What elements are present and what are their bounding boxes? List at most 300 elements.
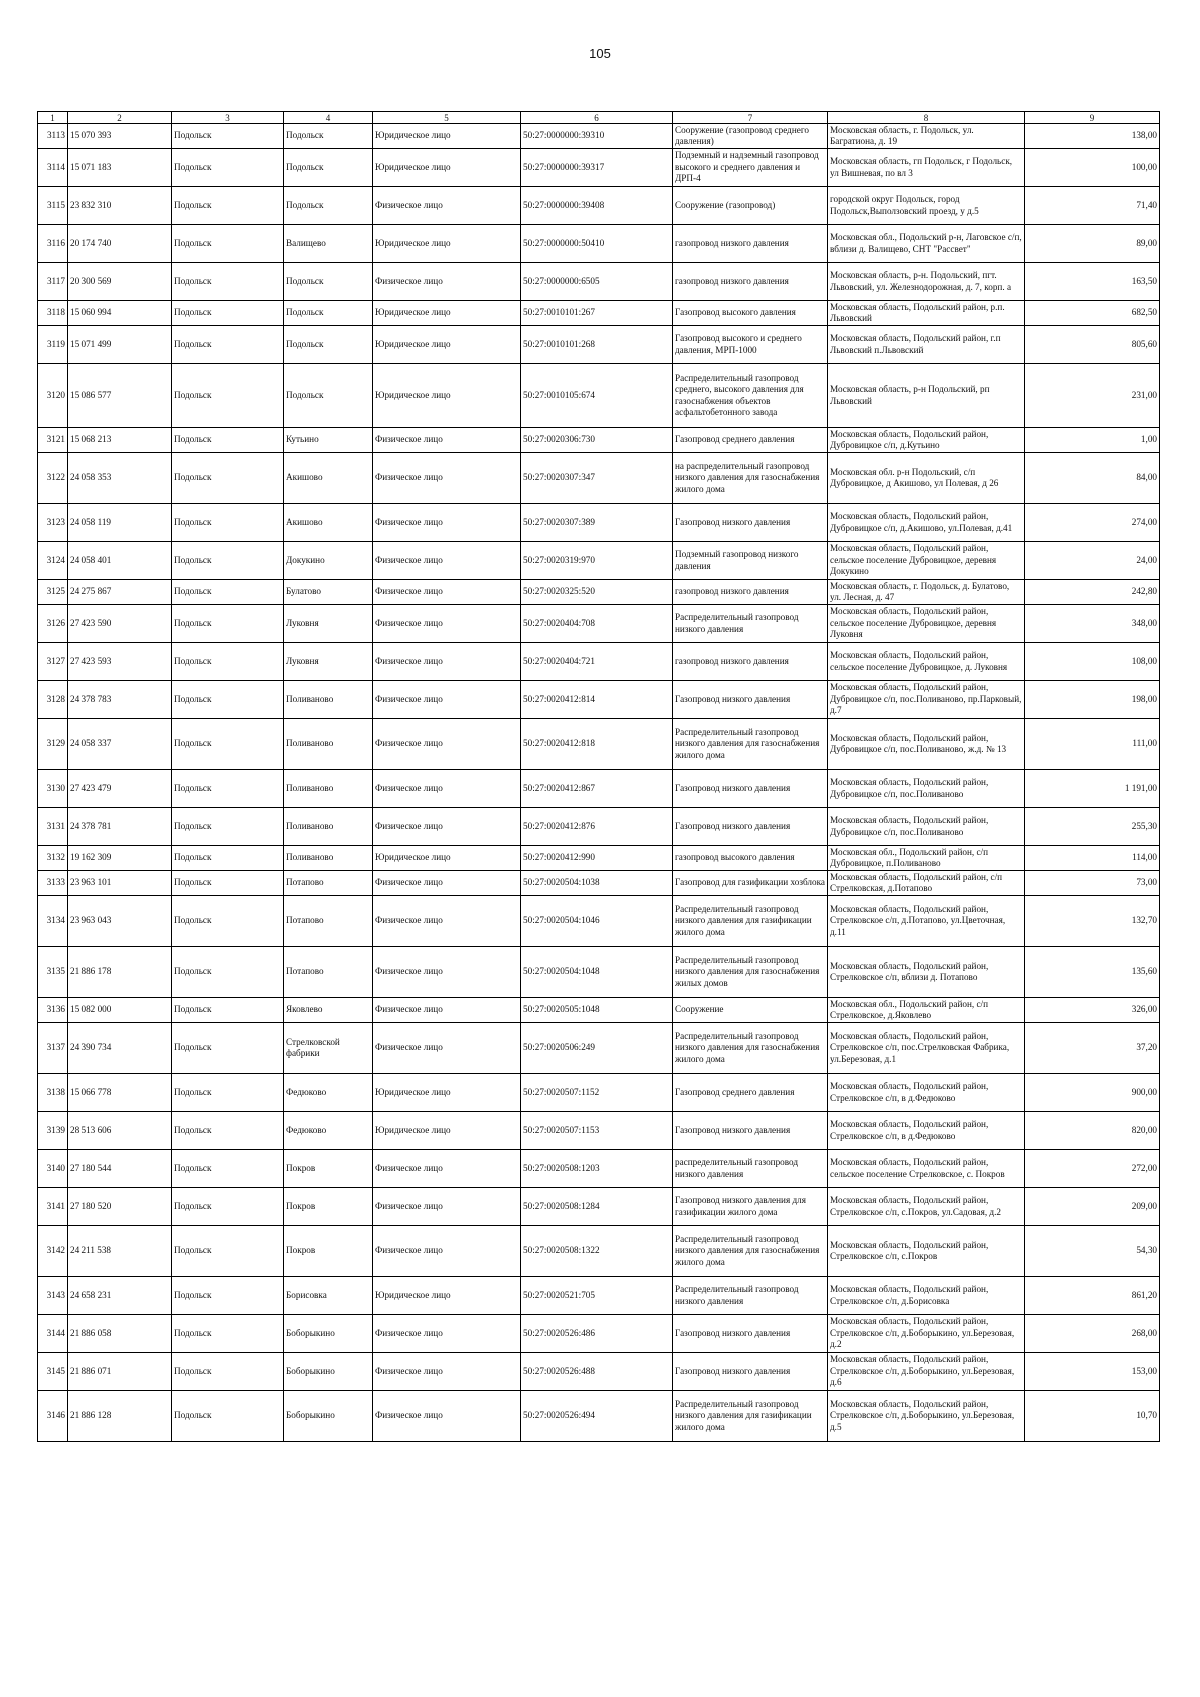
- length-cell: 54,30: [1025, 1226, 1160, 1277]
- address-cell: Московская область, гп Подольск, г Подольск, ул Вишневая, по вл 3: [828, 149, 1025, 187]
- table-row: [38, 301, 1160, 326]
- owner-type-cell: Юридическое лицо: [373, 1277, 521, 1315]
- table-row: [38, 149, 1160, 187]
- table-row: [38, 846, 1160, 871]
- cadastral-number-cell: 50:27:0020507:1153: [521, 1112, 673, 1150]
- owner-type-cell: Физическое лицо: [373, 1315, 521, 1353]
- cadastral-number-cell: 50:27:0020526:488: [521, 1353, 673, 1391]
- owner-type-cell: Физическое лицо: [373, 947, 521, 998]
- locality-cell: Стрелковской фабрики: [284, 1023, 373, 1074]
- object-name-cell: Распределительный газопровод низкого давления для газоснабжения жилого дома: [673, 719, 828, 770]
- table-row: [38, 998, 1160, 1023]
- locality-cell: Покров: [284, 1188, 373, 1226]
- table-row: [38, 681, 1160, 719]
- address-cell: Московская область, Подольский район, Стрелковское с/п, вблизи д. Потапово: [828, 947, 1025, 998]
- table-row: [38, 770, 1160, 808]
- locality-cell: Подольск: [284, 364, 373, 428]
- row-number-cell: 3118: [38, 301, 68, 326]
- row-number-cell: 3141: [38, 1188, 68, 1226]
- owner-type-cell: Физическое лицо: [373, 808, 521, 846]
- length-cell: 163,50: [1025, 263, 1160, 301]
- column-header: 2: [68, 112, 172, 124]
- object-name-cell: Газопровод низкого давления: [673, 1353, 828, 1391]
- cadastral-number-cell: 50:27:0010105:674: [521, 364, 673, 428]
- owner-type-cell: Юридическое лицо: [373, 225, 521, 263]
- object-name-cell: Газопровод низкого давления для газификации жилого дома: [673, 1188, 828, 1226]
- column-header: 8: [828, 112, 1025, 124]
- city-cell: Подольск: [172, 947, 284, 998]
- cadastral-number-cell: 50:27:0020508:1284: [521, 1188, 673, 1226]
- object-name-cell: Газопровод высокого и среднего давления, МРП-1000: [673, 326, 828, 364]
- cadastral-number-cell: 50:27:0020307:389: [521, 504, 673, 542]
- length-cell: 326,00: [1025, 998, 1160, 1023]
- address-cell: Московская область, Подольский район, Дубровицкое с/п, д.Кутьино: [828, 428, 1025, 453]
- object-name-cell: Газопровод низкого давления: [673, 1112, 828, 1150]
- table-row: [38, 947, 1160, 998]
- table-row: [38, 263, 1160, 301]
- cadastral-number-cell: 50:27:0020307:347: [521, 453, 673, 504]
- table-row: [38, 605, 1160, 643]
- city-cell: Подольск: [172, 871, 284, 896]
- length-cell: 1,00: [1025, 428, 1160, 453]
- row-number-cell: 3124: [38, 542, 68, 580]
- object-name-cell: Подземный газопровод низкого давления: [673, 542, 828, 580]
- cadastral-number-cell: 50:27:0020412:876: [521, 808, 673, 846]
- object-name-cell: Газопровод низкого давления: [673, 808, 828, 846]
- cadastral-number-cell: 50:27:0020412:867: [521, 770, 673, 808]
- address-cell: Московская область, Подольский район, с/п Стрелковская, д.Потапово: [828, 871, 1025, 896]
- address-cell: Московская обл. р-н Подольский, с/п Дубровицкое, д Акишово, ул Полевая, д 26: [828, 453, 1025, 504]
- object-name-cell: Газопровод низкого давления: [673, 681, 828, 719]
- object-id-cell: 15 071 183: [68, 149, 172, 187]
- object-id-cell: 27 180 544: [68, 1150, 172, 1188]
- city-cell: Подольск: [172, 1023, 284, 1074]
- object-name-cell: газопровод низкого давления: [673, 643, 828, 681]
- table-row: [38, 1391, 1160, 1442]
- object-id-cell: 15 082 000: [68, 998, 172, 1023]
- owner-type-cell: Юридическое лицо: [373, 301, 521, 326]
- object-name-cell: Газопровод среднего давления: [673, 428, 828, 453]
- owner-type-cell: Юридическое лицо: [373, 364, 521, 428]
- address-cell: Московская область, г. Подольск, ул. Багратиона, д. 19: [828, 124, 1025, 149]
- row-number-cell: 3127: [38, 643, 68, 681]
- city-cell: Подольск: [172, 187, 284, 225]
- object-id-cell: 28 513 606: [68, 1112, 172, 1150]
- object-name-cell: Газопровод для газификации хозблока: [673, 871, 828, 896]
- object-id-cell: 21 886 128: [68, 1391, 172, 1442]
- locality-cell: Подольск: [284, 301, 373, 326]
- object-name-cell: на распределительный газопровод низкого давления для газоснабжения жилого дома: [673, 453, 828, 504]
- length-cell: 274,00: [1025, 504, 1160, 542]
- owner-type-cell: Физическое лицо: [373, 605, 521, 643]
- city-cell: Подольск: [172, 896, 284, 947]
- row-number-cell: 3131: [38, 808, 68, 846]
- cadastral-number-cell: 50:27:0020504:1038: [521, 871, 673, 896]
- city-cell: Подольск: [172, 1226, 284, 1277]
- address-cell: городской округ Подольск, город Подольск,Выползовский проезд, у д.5: [828, 187, 1025, 225]
- row-number-cell: 3143: [38, 1277, 68, 1315]
- cadastral-number-cell: 50:27:0020404:721: [521, 643, 673, 681]
- row-number-cell: 3126: [38, 605, 68, 643]
- owner-type-cell: Физическое лицо: [373, 504, 521, 542]
- object-id-cell: 15 066 778: [68, 1074, 172, 1112]
- city-cell: Подольск: [172, 681, 284, 719]
- address-cell: Московская область, Подольский район, сельское поселение Дубровицкое, д. Луковня: [828, 643, 1025, 681]
- cadastral-number-cell: 50:27:0000000:39317: [521, 149, 673, 187]
- locality-cell: Федюково: [284, 1074, 373, 1112]
- length-cell: 24,00: [1025, 542, 1160, 580]
- cadastral-number-cell: 50:27:0020526:486: [521, 1315, 673, 1353]
- length-cell: 10,70: [1025, 1391, 1160, 1442]
- owner-type-cell: Физическое лицо: [373, 542, 521, 580]
- city-cell: Подольск: [172, 643, 284, 681]
- owner-type-cell: Физическое лицо: [373, 681, 521, 719]
- object-name-cell: Распределительный газопровод среднего, высокого давления для газоснабжения объектов асфальтобетонного завода: [673, 364, 828, 428]
- city-cell: Подольск: [172, 301, 284, 326]
- cadastral-number-cell: 50:27:0020412:818: [521, 719, 673, 770]
- address-cell: Московская область, Подольский район, Стрелковское с/п, д.Потапово, ул.Цветочная, д.11: [828, 896, 1025, 947]
- row-number-cell: 3142: [38, 1226, 68, 1277]
- address-cell: Московская область, г. Подольск, д. Булатово, ул. Лесная, д. 47: [828, 580, 1025, 605]
- city-cell: Подольск: [172, 124, 284, 149]
- address-cell: Московская обл., Подольский район, с/п Дубровицкое, п.Поливаново: [828, 846, 1025, 871]
- city-cell: Подольск: [172, 1315, 284, 1353]
- object-id-cell: 15 071 499: [68, 326, 172, 364]
- object-id-cell: 24 378 781: [68, 808, 172, 846]
- row-number-cell: 3144: [38, 1315, 68, 1353]
- length-cell: 100,00: [1025, 149, 1160, 187]
- object-name-cell: Распределительный газопровод низкого давления для газоснабжения жилых домов: [673, 947, 828, 998]
- table-row: [38, 1277, 1160, 1315]
- object-id-cell: 27 423 479: [68, 770, 172, 808]
- row-number-cell: 3136: [38, 998, 68, 1023]
- length-cell: 135,60: [1025, 947, 1160, 998]
- owner-type-cell: Физическое лицо: [373, 719, 521, 770]
- address-cell: Московская область, Подольский район, Стрелковское с/п, д.Борисовка: [828, 1277, 1025, 1315]
- length-cell: 348,00: [1025, 605, 1160, 643]
- cadastral-number-cell: 50:27:0020325:520: [521, 580, 673, 605]
- address-cell: Московская область, Подольский район, Стрелковское с/п, в д.Федюково: [828, 1074, 1025, 1112]
- locality-cell: Боборыкино: [284, 1353, 373, 1391]
- address-cell: Московская обл., Подольский р-н, Лаговское с/п, вблизи д. Валищево, СНТ "Рассвет": [828, 225, 1025, 263]
- address-cell: Московская область, Подольский район, сельское поселение Стрелковское, с. Покров: [828, 1150, 1025, 1188]
- city-cell: Подольск: [172, 1353, 284, 1391]
- object-name-cell: Распределительный газопровод низкого давления для газоснабжения жилого дома: [673, 1023, 828, 1074]
- object-id-cell: 24 058 353: [68, 453, 172, 504]
- object-name-cell: Распределительный газопровод низкого давления для газоснабжения жилого дома: [673, 1226, 828, 1277]
- object-id-cell: 24 058 337: [68, 719, 172, 770]
- cadastral-number-cell: 50:27:0020506:249: [521, 1023, 673, 1074]
- object-id-cell: 24 378 783: [68, 681, 172, 719]
- length-cell: 73,00: [1025, 871, 1160, 896]
- column-header: 1: [38, 112, 68, 124]
- city-cell: Подольск: [172, 808, 284, 846]
- locality-cell: Поливаново: [284, 719, 373, 770]
- length-cell: 138,00: [1025, 124, 1160, 149]
- owner-type-cell: Физическое лицо: [373, 871, 521, 896]
- table-row: [38, 580, 1160, 605]
- locality-cell: Кутьино: [284, 428, 373, 453]
- table-row: [38, 1074, 1160, 1112]
- row-number-cell: 3132: [38, 846, 68, 871]
- object-id-cell: 15 070 393: [68, 124, 172, 149]
- table-row: [38, 1188, 1160, 1226]
- object-name-cell: газопровод низкого давления: [673, 225, 828, 263]
- object-name-cell: Распределительный газопровод низкого давления для газификации жилого дома: [673, 896, 828, 947]
- address-cell: Московская область, Подольский район, г.п Львовский п.Львовский: [828, 326, 1025, 364]
- owner-type-cell: Физическое лицо: [373, 1023, 521, 1074]
- address-cell: Московская область, Подольский район, Дубровицкое с/п, д.Акишово, ул.Полевая, д.41: [828, 504, 1025, 542]
- cadastral-number-cell: 50:27:0020521:705: [521, 1277, 673, 1315]
- row-number-cell: 3125: [38, 580, 68, 605]
- header-row: [38, 112, 1160, 124]
- locality-cell: Булатово: [284, 580, 373, 605]
- city-cell: Подольск: [172, 1150, 284, 1188]
- row-number-cell: 3120: [38, 364, 68, 428]
- cadastral-number-cell: 50:27:0000000:39408: [521, 187, 673, 225]
- object-id-cell: 23 832 310: [68, 187, 172, 225]
- city-cell: Подольск: [172, 542, 284, 580]
- table-row: [38, 1112, 1160, 1150]
- length-cell: 111,00: [1025, 719, 1160, 770]
- address-cell: Московская область, р-н. Подольский, пгт. Львовский, ул. Железнодорожная, д. 7, корп. а: [828, 263, 1025, 301]
- table-row: [38, 896, 1160, 947]
- table-row: [38, 871, 1160, 896]
- object-name-cell: Распределительный газопровод низкого давления: [673, 1277, 828, 1315]
- object-id-cell: 19 162 309: [68, 846, 172, 871]
- locality-cell: Подольск: [284, 326, 373, 364]
- row-number-cell: 3146: [38, 1391, 68, 1442]
- city-cell: Подольск: [172, 580, 284, 605]
- row-number-cell: 3133: [38, 871, 68, 896]
- table-row: [38, 187, 1160, 225]
- city-cell: Подольск: [172, 1112, 284, 1150]
- address-cell: Московская область, Подольский район, Дубровицкое с/п, пос.Поливаново, пр.Парковый, д.7: [828, 681, 1025, 719]
- length-cell: 198,00: [1025, 681, 1160, 719]
- length-cell: 108,00: [1025, 643, 1160, 681]
- city-cell: Подольск: [172, 1277, 284, 1315]
- object-name-cell: газопровод высокого давления: [673, 846, 828, 871]
- row-number-cell: 3115: [38, 187, 68, 225]
- column-header: 9: [1025, 112, 1160, 124]
- object-id-cell: 21 886 178: [68, 947, 172, 998]
- length-cell: 132,70: [1025, 896, 1160, 947]
- page-number: 105: [589, 46, 611, 61]
- locality-cell: Поливаново: [284, 808, 373, 846]
- address-cell: Московская область, Подольский район, сельское поселение Дубровицкое, деревня Докукино: [828, 542, 1025, 580]
- locality-cell: Боборыкино: [284, 1391, 373, 1442]
- cadastral-number-cell: 50:27:0010101:268: [521, 326, 673, 364]
- object-id-cell: 27 180 520: [68, 1188, 172, 1226]
- object-name-cell: Газопровод среднего давления: [673, 1074, 828, 1112]
- table-body: [38, 124, 1160, 1442]
- row-number-cell: 3130: [38, 770, 68, 808]
- city-cell: Подольск: [172, 364, 284, 428]
- city-cell: Подольск: [172, 1188, 284, 1226]
- object-name-cell: Сооружение (газопровод): [673, 187, 828, 225]
- address-cell: Московская область, Подольский район, Стрелковское с/п, д.Боборыкино, ул.Березовая, д.5: [828, 1391, 1025, 1442]
- city-cell: Подольск: [172, 428, 284, 453]
- object-name-cell: Распределительный газопровод низкого давления для газификации жилого дома: [673, 1391, 828, 1442]
- row-number-cell: 3122: [38, 453, 68, 504]
- length-cell: 268,00: [1025, 1315, 1160, 1353]
- locality-cell: Луковня: [284, 605, 373, 643]
- locality-cell: Подольск: [284, 149, 373, 187]
- object-id-cell: 21 886 058: [68, 1315, 172, 1353]
- length-cell: 820,00: [1025, 1112, 1160, 1150]
- table-row: [38, 326, 1160, 364]
- object-name-cell: Газопровод низкого давления: [673, 1315, 828, 1353]
- cadastral-number-cell: 50:27:0020508:1322: [521, 1226, 673, 1277]
- owner-type-cell: Физическое лицо: [373, 643, 521, 681]
- owner-type-cell: Юридическое лицо: [373, 326, 521, 364]
- table-row: [38, 124, 1160, 149]
- locality-cell: Боборыкино: [284, 1315, 373, 1353]
- row-number-cell: 3117: [38, 263, 68, 301]
- object-id-cell: 21 886 071: [68, 1353, 172, 1391]
- address-cell: Московская область, Подольский район, Стрелковское с/п, пос.Стрелковская Фабрика, ул.Березовая, д.1: [828, 1023, 1025, 1074]
- column-header: 5: [373, 112, 521, 124]
- object-name-cell: Газопровод высокого давления: [673, 301, 828, 326]
- locality-cell: Поливаново: [284, 846, 373, 871]
- length-cell: 231,00: [1025, 364, 1160, 428]
- address-cell: Московская обл., Подольский район, с/п Стрелковское, д.Яковлево: [828, 998, 1025, 1023]
- cadastral-number-cell: 50:27:0000000:50410: [521, 225, 673, 263]
- row-number-cell: 3129: [38, 719, 68, 770]
- address-cell: Московская область, Подольский район, Стрелковское с/п, д.Боборыкино, ул.Березовая, д.6: [828, 1353, 1025, 1391]
- locality-cell: Луковня: [284, 643, 373, 681]
- city-cell: Подольск: [172, 770, 284, 808]
- table-row: [38, 1315, 1160, 1353]
- table-row: [38, 808, 1160, 846]
- owner-type-cell: Физическое лицо: [373, 1353, 521, 1391]
- city-cell: Подольск: [172, 453, 284, 504]
- address-cell: Московская область, Подольский район, сельское поселение Дубровицкое, деревня Луковня: [828, 605, 1025, 643]
- locality-cell: Потапово: [284, 896, 373, 947]
- owner-type-cell: Физическое лицо: [373, 453, 521, 504]
- object-id-cell: 20 174 740: [68, 225, 172, 263]
- gas-pipeline-registry-table: [37, 111, 1160, 1442]
- locality-cell: Поливаново: [284, 681, 373, 719]
- locality-cell: Федюково: [284, 1112, 373, 1150]
- length-cell: 272,00: [1025, 1150, 1160, 1188]
- object-id-cell: 24 658 231: [68, 1277, 172, 1315]
- address-cell: Московская область, Подольский район, Дубровицкое с/п, пос.Поливаново: [828, 770, 1025, 808]
- locality-cell: Покров: [284, 1150, 373, 1188]
- table-row: [38, 364, 1160, 428]
- owner-type-cell: Юридическое лицо: [373, 846, 521, 871]
- cadastral-number-cell: 50:27:0020404:708: [521, 605, 673, 643]
- object-id-cell: 24 058 401: [68, 542, 172, 580]
- address-cell: Московская область, Подольский район, Дубровицкое с/п, пос.Поливаново, ж.д. № 13: [828, 719, 1025, 770]
- city-cell: Подольск: [172, 149, 284, 187]
- owner-type-cell: Физическое лицо: [373, 263, 521, 301]
- locality-cell: Потапово: [284, 871, 373, 896]
- address-cell: Московская область, Подольский район, Стрелковское с/п, д.Боборыкино, ул.Березовая, д.2: [828, 1315, 1025, 1353]
- row-number-cell: 3145: [38, 1353, 68, 1391]
- length-cell: 1 191,00: [1025, 770, 1160, 808]
- length-cell: 900,00: [1025, 1074, 1160, 1112]
- length-cell: 242,80: [1025, 580, 1160, 605]
- row-number-cell: 3138: [38, 1074, 68, 1112]
- object-id-cell: 15 086 577: [68, 364, 172, 428]
- object-name-cell: Распределительный газопровод низкого давления: [673, 605, 828, 643]
- cadastral-number-cell: 50:27:0010101:267: [521, 301, 673, 326]
- address-cell: Московская область, р-н Подольский, рп Львовский: [828, 364, 1025, 428]
- cadastral-number-cell: 50:27:0020306:730: [521, 428, 673, 453]
- address-cell: Московская область, Подольский район, р.п. Львовский: [828, 301, 1025, 326]
- object-id-cell: 15 060 994: [68, 301, 172, 326]
- address-cell: Московская область, Подольский район, Стрелковское с/п, с.Покров, ул.Садовая, д.2: [828, 1188, 1025, 1226]
- length-cell: 805,60: [1025, 326, 1160, 364]
- owner-type-cell: Физическое лицо: [373, 1226, 521, 1277]
- owner-type-cell: Юридическое лицо: [373, 1112, 521, 1150]
- length-cell: 153,00: [1025, 1353, 1160, 1391]
- table-row: [38, 1226, 1160, 1277]
- city-cell: Подольск: [172, 1391, 284, 1442]
- object-id-cell: 20 300 569: [68, 263, 172, 301]
- locality-cell: Подольск: [284, 124, 373, 149]
- locality-cell: Потапово: [284, 947, 373, 998]
- cadastral-number-cell: 50:27:0020504:1046: [521, 896, 673, 947]
- owner-type-cell: Физическое лицо: [373, 998, 521, 1023]
- locality-cell: Докукино: [284, 542, 373, 580]
- row-number-cell: 3137: [38, 1023, 68, 1074]
- table-row: [38, 643, 1160, 681]
- cadastral-number-cell: 50:27:0020508:1203: [521, 1150, 673, 1188]
- owner-type-cell: Физическое лицо: [373, 1391, 521, 1442]
- table-row: [38, 719, 1160, 770]
- address-cell: Московская область, Подольский район, Стрелковское с/п, в д.Федюково: [828, 1112, 1025, 1150]
- object-name-cell: Подземный и надземный газопровод высокого и среднего давления и ДРП-4: [673, 149, 828, 187]
- table-row: [38, 225, 1160, 263]
- row-number-cell: 3134: [38, 896, 68, 947]
- city-cell: Подольск: [172, 504, 284, 542]
- cadastral-number-cell: 50:27:0020412:990: [521, 846, 673, 871]
- owner-type-cell: Юридическое лицо: [373, 1074, 521, 1112]
- city-cell: Подольск: [172, 263, 284, 301]
- city-cell: Подольск: [172, 846, 284, 871]
- cadastral-number-cell: 50:27:0020507:1152: [521, 1074, 673, 1112]
- row-number-cell: 3135: [38, 947, 68, 998]
- length-cell: 861,20: [1025, 1277, 1160, 1315]
- object-id-cell: 23 963 101: [68, 871, 172, 896]
- cadastral-number-cell: 50:27:0020412:814: [521, 681, 673, 719]
- city-cell: Подольск: [172, 225, 284, 263]
- column-header: 6: [521, 112, 673, 124]
- table-row: [38, 1023, 1160, 1074]
- object-id-cell: 23 963 043: [68, 896, 172, 947]
- cadastral-number-cell: 50:27:0020505:1048: [521, 998, 673, 1023]
- owner-type-cell: Физическое лицо: [373, 1188, 521, 1226]
- locality-cell: Подольск: [284, 187, 373, 225]
- locality-cell: Валищево: [284, 225, 373, 263]
- column-header: 4: [284, 112, 373, 124]
- cadastral-number-cell: 50:27:0020526:494: [521, 1391, 673, 1442]
- length-cell: 209,00: [1025, 1188, 1160, 1226]
- object-id-cell: 24 211 538: [68, 1226, 172, 1277]
- object-name-cell: Сооружение (газопровод среднего давления): [673, 124, 828, 149]
- object-id-cell: 15 068 213: [68, 428, 172, 453]
- object-name-cell: Сооружение: [673, 998, 828, 1023]
- length-cell: 114,00: [1025, 846, 1160, 871]
- object-name-cell: газопровод низкого давления: [673, 580, 828, 605]
- row-number-cell: 3139: [38, 1112, 68, 1150]
- city-cell: Подольск: [172, 719, 284, 770]
- owner-type-cell: Физическое лицо: [373, 187, 521, 225]
- table-row: [38, 1353, 1160, 1391]
- row-number-cell: 3116: [38, 225, 68, 263]
